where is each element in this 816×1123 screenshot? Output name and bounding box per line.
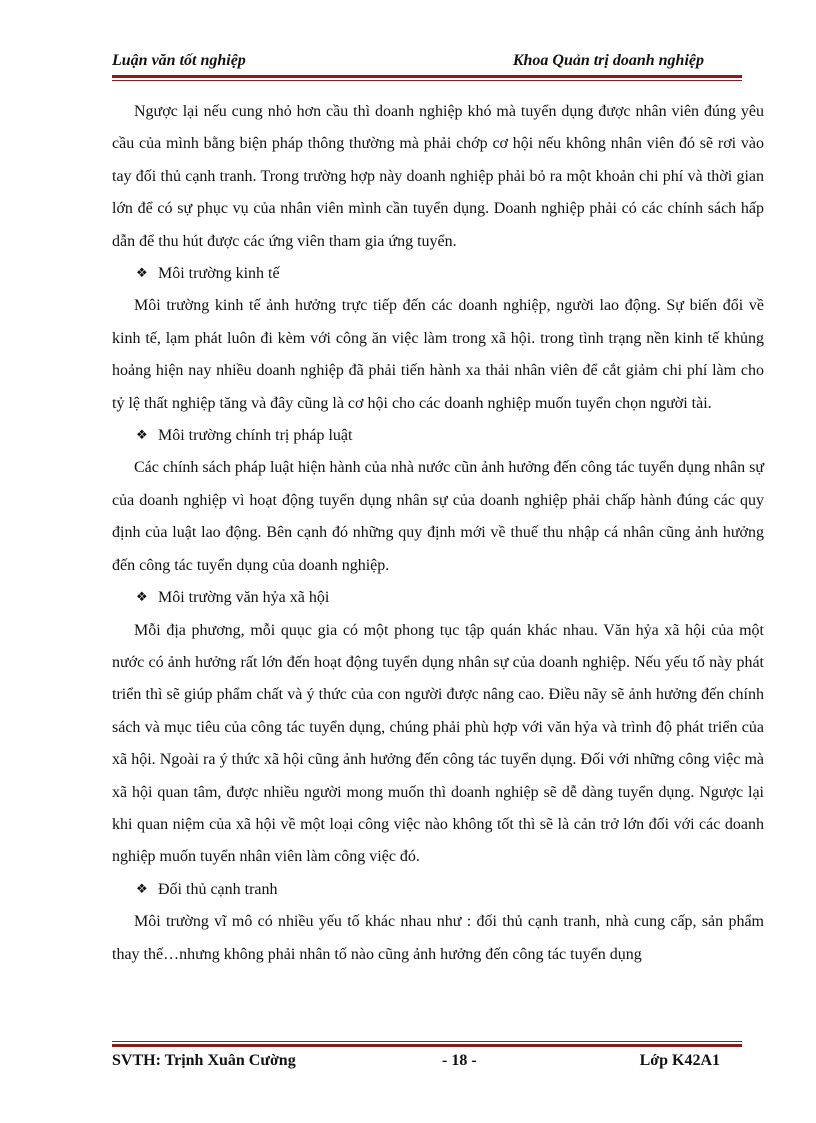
- section-heading-culture-society: [112, 582, 764, 614]
- header-rule: [112, 75, 742, 81]
- section-heading-economy: [112, 258, 764, 290]
- header-thesis-title: Luận văn tốt nghiệp: [112, 52, 246, 69]
- diamond-bullet-icon: ❖: [136, 881, 148, 897]
- footer-student: SVTH: Trịnh Xuân Cường: [112, 1052, 296, 1069]
- section-heading-text: Đối thủ cạnh tranh: [158, 880, 278, 898]
- paragraph-labor-supply: Ngược lại nếu cung nhỏ hơn cầu thì doanh nghiệp khó mà tuyển dụng được nhân viên đúng yêu cầu của mình bằng biện pháp thông thường mà phải chớp cơ hội nếu không nhân viên đó sẽ rơi vào tay đối thủ cạnh tranh. Trong trường hợp này doanh nghiệp phải bỏ ra một khoản chi phí và thời gian lớn để có sự phục vụ của nhân viên mình cần tuyển dụng. Doanh nghiệp phải có các chính sách hấp dẫn để thu hút được các ứng viên tham gia ứng tuyển.: [112, 103, 764, 250]
- page-footer: [112, 1052, 742, 1074]
- diamond-bullet-icon: ❖: [136, 590, 148, 606]
- footer-class: Lớp K42A1: [639, 1052, 720, 1069]
- section-heading-competitors: [112, 874, 764, 906]
- section-heading-politics-law: [112, 420, 764, 452]
- header-faculty: Khoa Quản trị doanh nghiệp: [512, 52, 704, 69]
- paragraph-competitors: Môi trường vĩ mô có nhiều yếu tố khác nhau như : đối thủ cạnh tranh, nhà cung cấp, sản phẩm thay thế…nhưng không phải nhân tố nào cũng ảnh hưởng đến công tác tuyển dụng: [112, 913, 764, 963]
- section-heading-text: Môi trường văn hỷa xã hội: [158, 589, 330, 607]
- page-number: - 18 -: [442, 1052, 477, 1069]
- page-body: [112, 96, 764, 971]
- diamond-bullet-icon: ❖: [136, 428, 148, 444]
- section-heading-text: Môi trường kinh tế: [158, 265, 280, 283]
- diamond-bullet-icon: ❖: [136, 266, 148, 282]
- paragraph-politics-law: Các chính sách pháp luật hiện hành của nhà nước cũn ảnh hưởng đến công tác tuyển dụng nhân sự của doanh nghiệp vì hoạt động tuyển dụng nhân sự của doanh nghiệp phải chấp hành đúng các quy định của luật lao động. Bên cạnh đó những quy định mới về thuế thu nhập cá nhân cũng ảnh hưởng đến công tác tuyển dụng của doanh nghiệp.: [112, 459, 764, 574]
- paragraph-culture-society: Mỗi địa phương, mỗi quục gia có một phong tục tập quán khác nhau. Văn hỷa xã hội của một nước có ảnh hưởng rất lớn đến hoạt động tuyển dụng nhân sự của doanh nghiệp. Nếu yếu tố này phát triển thì sẽ giúp phẩm chất và ý thức của con người được nâng cao. Điều nãy sẽ ảnh hưởng đến chính sách và mục tiêu của công tác tuyển dụng, chúng phải phù hợp với văn hỷa và trình độ phát triển của xã hội. Ngoài ra ý thức xã hội cũng ảnh hưởng đến công tác tuyển dụng. Đối với những công việc mà xã hội quan tâm, được nhiều người mong muốn thì doanh nghiệp sẽ dễ dàng tuyển dụng. Ngược lại khi quan niệm của xã hội về một loại công việc nào không tốt thì sẽ là cản trở lớn đối với các doanh nghiệp muốn tuyển nhân viên làm công việc đó.: [112, 621, 764, 866]
- page-header: [112, 52, 738, 76]
- section-heading-text: Môi trường chính trị pháp luật: [158, 427, 353, 445]
- footer-rule: [112, 1041, 742, 1047]
- paragraph-economy: Môi trường kinh tế ảnh hưởng trực tiếp đến các doanh nghiệp, người lao động. Sự biến đổi về kinh tế, lạm phát luôn đi kèm với công ăn việc làm trong xã hội. trong tình trạng nền kinh tế khủng hoảng hiện nay nhiều doanh nghiệp đã phải tiến hành xa thải nhân viên để cắt giảm chi phí làm cho tỷ lệ thất nghiệp tăng và đây cũng là cơ hội cho các doanh nghiệp muốn tuyển chọn người tài.: [112, 297, 764, 412]
